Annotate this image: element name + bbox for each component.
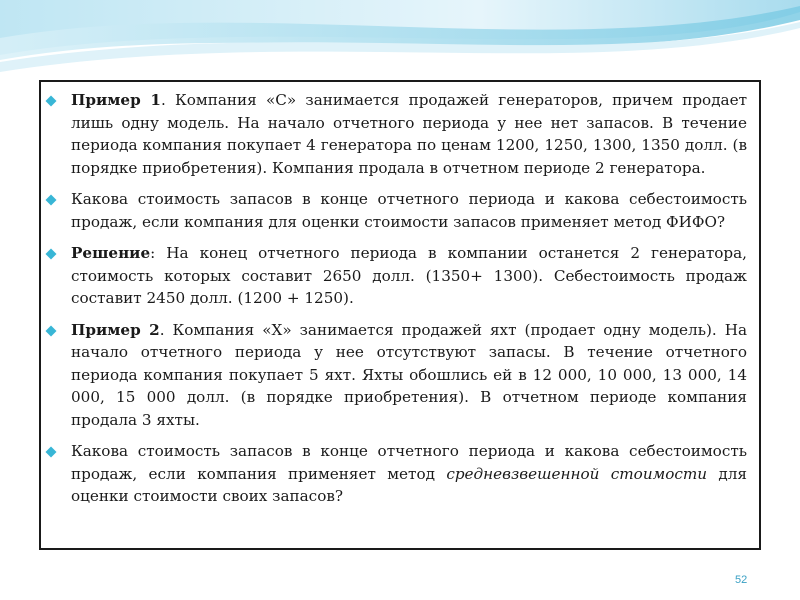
- solution-text: : На конец отчетного периода в компании останется 2 генератора, стоимость которых составит 2650 долл. (1350+ 1300). Себестоимость продаж составит 2450 долл. (1200 + 1250).: [71, 244, 747, 307]
- bullet-icon: [45, 95, 57, 107]
- bullet-solution: [45, 242, 747, 310]
- example-2-label: Пример 2: [71, 320, 160, 339]
- example-1-label: Пример 1: [71, 91, 161, 109]
- bullet-question-1: [45, 188, 747, 233]
- solution-label: Решение: [71, 244, 151, 262]
- bullet-example-2: [45, 319, 747, 432]
- question-2-text-before: Какова стоимость запасов в конце отчетного периода и какова себестоимость продаж, если компания применяет метод: [71, 442, 747, 483]
- bullet-question-2: [45, 440, 747, 508]
- bullet-icon: [45, 248, 57, 260]
- bullet-icon: [45, 325, 57, 337]
- slide-number: 52: [735, 574, 748, 586]
- slide-content-box: [39, 80, 761, 550]
- question-2-italic-term: средневзвешенной стоимости: [446, 464, 708, 483]
- bullet-icon: [45, 194, 57, 206]
- question-1-text: Какова стоимость запасов в конце отчетного периода и какова себестоимость продаж, если компания для оценки стоимости запасов применяет метод ФИФО?: [71, 190, 747, 231]
- bullet-icon: [45, 446, 57, 458]
- header-swoosh-decoration: [0, 0, 800, 80]
- bullet-list: [45, 89, 747, 517]
- question-2-text-after: для оценки стоимости своих запасов?: [71, 464, 747, 505]
- bullet-example-1: [45, 89, 747, 179]
- example-2-text: . Компания «Х» занимается продажей яхт (продает одну модель). На начало отчетного периода у нее отсутствуют запасы. В течение отчетного периода компания покупает 5 яхт. Яхты обошлись ей в 12 000, 10 000, 13 000, 14 000, 15 000 долл. (в порядке приобретения). В отчетном периоде компания продала 3 яхты.: [71, 320, 747, 429]
- example-1-text: . Компания «С» занимается продажей генераторов, причем продает лишь одну модель. На начало отчетного периода у нее нет запасов. В течение периода компания покупает 4 генератора по ценам 1200, 1250, 1300, 1350 долл. (в порядке приобретения). Компания продала в отчетном периоде 2 генератора.: [71, 91, 747, 177]
